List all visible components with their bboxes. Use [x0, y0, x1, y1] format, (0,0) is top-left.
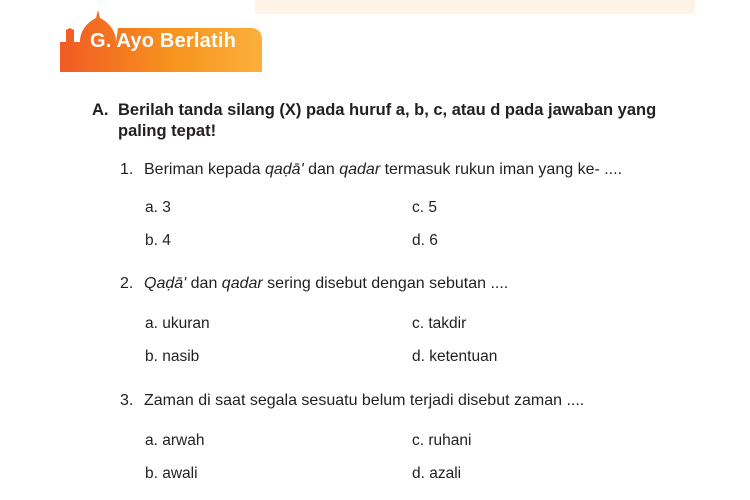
- option-d[interactable]: d. ketentuan: [412, 348, 498, 365]
- option-c[interactable]: c. takdir: [412, 315, 467, 332]
- section-banner: [0, 0, 750, 80]
- question-3: [120, 391, 720, 411]
- option-a[interactable]: a. 3: [145, 199, 171, 216]
- question-text: Beriman kepada qaḍā' dan qadar termasuk rukun iman yang ke- ....: [144, 161, 623, 178]
- option-d[interactable]: d. 6: [412, 232, 438, 249]
- section-title: G. Ayo Berlatih: [90, 30, 236, 52]
- option-a[interactable]: a. arwah: [145, 432, 205, 449]
- option-b[interactable]: b. nasib: [145, 348, 200, 365]
- question-2: [120, 274, 720, 294]
- option-d[interactable]: d. azali: [412, 465, 462, 482]
- question-1: [120, 160, 720, 180]
- option-b[interactable]: b. awali: [145, 465, 198, 482]
- option-b[interactable]: b. 4: [145, 232, 171, 249]
- question-text: Qaḍā' dan qadar sering disebut dengan sebutan ....: [144, 275, 509, 292]
- question-number: 2.: [120, 275, 134, 292]
- option-c[interactable]: c. 5: [412, 199, 437, 216]
- option-c[interactable]: c. ruhani: [412, 432, 472, 449]
- instruction-text: Berilah tanda silang (X) pada huruf a, b, c, atau d pada jawaban yang paling tepat!: [118, 101, 657, 140]
- instruction: [92, 100, 702, 142]
- question-number: 1.: [120, 161, 134, 178]
- question-number: 3.: [120, 392, 134, 409]
- instruction-letter: A.: [92, 101, 109, 119]
- question-text: Zaman di saat segala sesuatu belum terjadi disebut zaman ....: [144, 392, 585, 409]
- option-a[interactable]: a. ukuran: [145, 315, 210, 332]
